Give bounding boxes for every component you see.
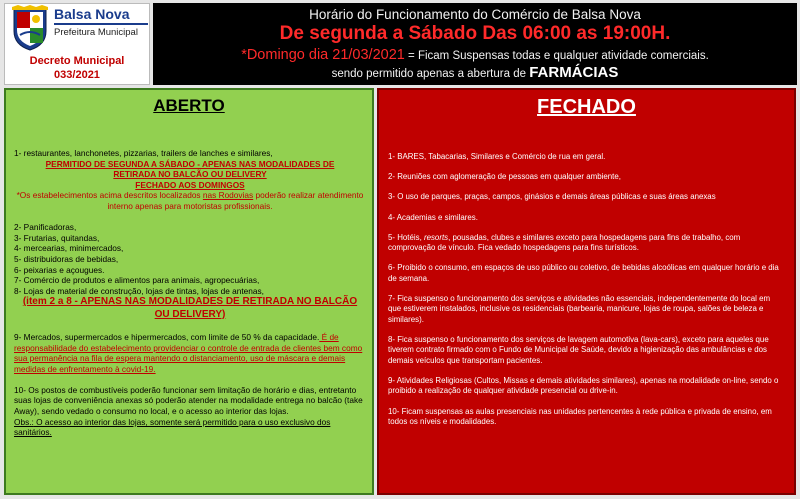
open-item-3: 3- Frutarias, quitandas, (14, 232, 100, 243)
decree-number: 033/2021 (54, 69, 100, 81)
city-subtitle: Prefeitura Municipal (54, 27, 138, 38)
open-title: ABERTO (153, 96, 225, 115)
coat-of-arms-icon (8, 5, 52, 51)
header-hours: De segunda a Sábado Das 06:00 as 19:00H. (279, 23, 671, 44)
open-highway-note-a: *Os estabelecimentos acima descritos localizados (16, 190, 203, 201)
open-item-1: 1- restaurantes, lanchonetes, pizzarias, trailers de lanches e similares, (14, 148, 273, 158)
header-banner (153, 3, 797, 85)
closed-item-5 (388, 233, 784, 254)
header-pharmacy-text: sendo permitido apenas a abertura de (331, 68, 530, 80)
open-item-10: 10- Os postos de combustíveis poderão funcionar sem limitação de horário e dias, entretanto suas lojas de conveniência anexas só poderão atender na modalidade entrega no balcão (take Away), sendo vedado o consumo no local, e o acesso ao interior das lojas. (14, 384, 363, 417)
spacer (14, 212, 366, 223)
open-item-8: 8- Lojas de material de construção, lojas de tintas, lojas de antenas, (14, 285, 264, 296)
decree-label (7, 54, 147, 82)
open-list (14, 148, 366, 438)
open-item-4: 4- mercearias, minimercados, (14, 243, 124, 254)
open-item-1-rule-c: FECHADO AOS DOMINGOS (135, 179, 245, 190)
open-item-2: 2- Panificadoras, (14, 222, 77, 233)
closed-item-6: 6- Proibido o consumo, em espaços de uso público ou coletivo, de bebidas alcoólicas em qualquer horário e dia de semana. (388, 263, 779, 283)
city-name: Balsa Nova (54, 6, 130, 22)
open-item-1-rule-a: PERMITIDO DE SEGUNDA A SÁBADO - APENAS NAS MODALIDADES DE (45, 158, 335, 169)
closed-title: FECHADO (537, 96, 636, 118)
header-sunday-notice (153, 47, 797, 63)
closed-item-10: 10- Ficam suspensas as aulas presenciais nas unidades pertencentes à rede pública e privada de ensino, em todos os níveis e modalidades. (388, 406, 772, 427)
open-obs (14, 417, 366, 438)
open-items-2-8-rule: (item 2 a 8 - APENAS NAS MODALIDADES DE RETIRADA NO BALCÃO OU DELIVERY) (22, 296, 358, 320)
closed-item-2: 2- Reuniões com aglomeração de pessoas em qualquer ambiente, (388, 172, 621, 182)
spacer (14, 321, 366, 332)
open-highway-note-c: poderão realizar atendimento interno apenas para motoristas profissionais. (107, 190, 364, 211)
closed-item-5-c: , pousadas, clubes e similares exceto para hospedagens para fins de trabalho, com comprovação de vínculo. Fica vedado hospedagens para fins turísticos. (388, 232, 741, 253)
closed-item-7: 7- Fica suspenso o funcionamento dos serviços e atividades não essenciais, independentemente do local em que estiverem instalados, inclusive os residenciais (barbearia, manicure, lojas de roupa, salões de beleza e similares). (388, 294, 771, 324)
city-name-underline (54, 23, 148, 25)
open-highway-note (14, 190, 366, 211)
closed-item-1: 1- BARES, Tabacarias, Similares e Comércio de rua em geral. (388, 152, 606, 161)
header-sunday-date: *Domingo dia 21/03/2021 (241, 47, 405, 63)
open-item-9-rule: É de responsabilidade do estabelecimento providenciar o controle de entrada de clientes bem como sua permanência na fila de espera mantendo o distanciamento, uso de máscara e demais medidas de enfrentamento à covid-19. (14, 331, 363, 374)
header-sunday-text: = Ficam Suspensas todas e qualquer atividade comerciais. (404, 50, 709, 62)
header-pharmacy-word: FARMÁCIAS (529, 64, 619, 81)
closed-list (388, 152, 784, 437)
closed-item-3: 3- O uso de parques, praças, campos, ginásios e demais áreas públicas e suas áreas anexas (388, 192, 716, 202)
open-highway-note-b: nas Rodovias (202, 190, 254, 201)
spacer (14, 374, 366, 385)
open-panel (4, 88, 374, 495)
decree-line1: Decreto Municipal (29, 55, 125, 67)
open-obs-text: O acesso ao interior das lojas, somente será permitido para o uso exclusivo dos sanitários. (14, 416, 331, 438)
open-item-5: 5- distribuidoras de bebidas, (14, 253, 119, 264)
header-title: Horário do Funcionamento do Comércio de Balsa Nova (309, 7, 641, 22)
closed-item-5-a: 5- Hotéis, (388, 232, 424, 242)
closed-panel (377, 88, 796, 495)
open-item-9 (14, 332, 366, 374)
closed-item-8: 8- Fica suspenso o funcionamento dos serviços de lavagem automotiva (lava-cars), exceto para aqueles que tiverem contrato firmado com o Fundo de Municipal de Saúde, devido a higienização das ambulâncias e dos demais veículos que transportam pacientes. (388, 335, 769, 365)
closed-item-9: 9- Atividades Religiosas (Cultos, Missas e demais atividades similares), apenas na modalidade on-line, sendo o proibido a realização de qualquer atividade presencial ou drive-in. (388, 376, 779, 396)
header-pharmacy-notice (153, 64, 797, 81)
closed-item-5-b: resorts (423, 232, 449, 242)
open-item-7: 7- Comércio de produtos e alimentos para animais, agropecuárias, (14, 275, 260, 286)
municipal-logo-block (4, 3, 150, 85)
open-obs-label: Obs.: (14, 416, 34, 427)
closed-item-4: 4- Academias e similares. (388, 212, 478, 222)
open-item-1-rule-b: RETIRADA NO BALCÃO OU DELIVERY (113, 169, 267, 180)
open-item-9-text: 9- Mercados, supermercados e hipermercados, com limite de 50 % da capacidade. (14, 331, 320, 342)
open-item-6: 6- peixarias e açougues. (14, 264, 105, 275)
